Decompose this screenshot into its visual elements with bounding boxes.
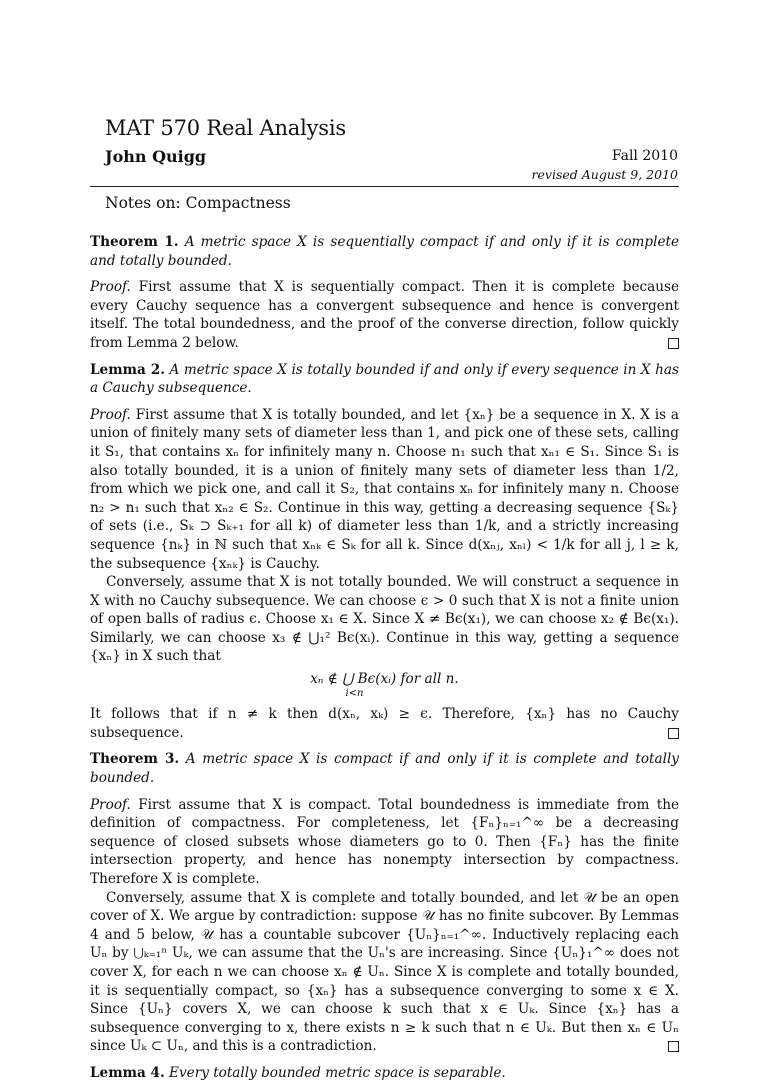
lemma-2-statement: A metric space X is totally bounded if and only if every sequence in X has a Cauchy subsequence. — [90, 361, 679, 397]
proof-text: First assume that X is sequentially compact. Then it is complete because every Cauchy sequence has a convergent subsequence and hence is convergent itself. The total boundedness, and the proof of the converse direction, follow quickly from Lemma 2 below. — [90, 279, 679, 351]
proof-label: Proof. — [90, 796, 131, 813]
proof-paragraph-1: First assume that X is totally bounded, and let {xₙ} be a sequence in X. X is a union of finitely many sets of diameter less than 1, and pick one of these sets, calling it S₁, that contains xₙ for infinitely many n. Choose n₁ such that xₙ₁ ∈ S₁. Since S₁ is also totally bounded, it is a union of finitely many sets of diameter less than 1/2, from which we pick one, and call it S₂, that contains xₙ for infinitely many n. Choose n₂ > n₁ such that xₙ₂ ∈ S₂. Continue in this way, getting a decreasing sequence {Sₖ} of sets (i.e., Sₖ ⊃ Sₖ₊₁ for all k) of diameter less than 1/k, and a strictly increasing sequence {nₖ} in ℕ such that xₙₖ ∈ Sₖ for all k. Since d(xₙⱼ, xₙₗ) < 1/k for all j, l ≥ k, the subsequence {xₙₖ} is Cauchy. — [90, 406, 679, 572]
lemma-4-statement: Every totally bounded metric space is separable. — [169, 1064, 506, 1081]
qed-symbol — [668, 1041, 679, 1052]
theorem-3-proof — [90, 796, 679, 1056]
lemma-4 — [90, 1064, 679, 1083]
theorem-1-label: Theorem 1. — [90, 234, 179, 250]
lemma-2-label: Lemma 2. — [90, 361, 165, 378]
proof-paragraph-1: First assume that X is compact. Total boundedness is immediate from the definition of compactness. For completeness, let {Fₙ}ₙ₌₁^∞ be a decreasing sequence of closed subsets whose diameters go to 0. Then {Fₙ} has the finite intersection property, and hence has nonempty intersection by compactness. Therefore X is complete. — [90, 796, 679, 887]
qed-symbol — [668, 338, 679, 349]
display-formula: xₙ ∉ ⋃ Bϵ(xᵢ) for all n. — [310, 671, 459, 688]
display-subscript: i<n — [345, 687, 364, 699]
qed-symbol — [668, 728, 679, 739]
theorem-1-statement: A metric space X is sequentially compact if and only if it is complete and totally bounded. — [90, 234, 679, 269]
proof-paragraph-2: Conversely, assume that X is complete and totally bounded, and let 𝒰 be an open cover of X. We argue by contradiction: suppose 𝒰 has no finite subcover. By Lemmas 4 and 5 below, 𝒰 has a countable subcover {Uₙ}ₙ₌₁^∞. Inductively replacing each Uₙ by ⋃ₖ₌₁ⁿ Uₖ, we can assume that the Uₙ's are increasing. Since {Uₙ}₁^∞ does not cover X, for each n we can choose xₙ ∉ Uₙ. Since X is complete and totally bounded, it is sequentially compact, so {xₙ} has a subsequence converging to some x ∈ X. Since {Uₙ} covers X, we can choose k such that x ∈ Uₖ. Since {xₙ} has a subsequence converging to x, there exists n ≥ k such that n ∈ Uₖ. But then xₙ ∈ Uₙ since Uₖ ⊂ Uₙ, and this is a contradiction. — [90, 889, 679, 1055]
display-equation — [90, 670, 679, 703]
proof-label: Proof. — [90, 406, 131, 423]
lemma-4-label: Lemma 4. — [90, 1064, 165, 1081]
lemma-2-proof — [90, 406, 679, 743]
theorem-1 — [90, 233, 679, 270]
proof-paragraph-2: Conversely, assume that X is not totally bounded. We will construct a sequence in X with no Cauchy subsequence. We can choose ϵ > 0 such that X is not a finite union of open balls of radius ϵ. Choose x₁ ∈ X. Since X ≠ Bϵ(x₁), we can choose x₂ ∉ Bϵ(x₁). Similarly, we can choose x₃ ∉ ⋃₁² Bϵ(xᵢ). Continue in this way, getting a sequence {xₙ} in X such that — [90, 574, 679, 665]
proof-label: Proof. — [90, 279, 131, 296]
notes-title: Notes on: Compactness — [105, 194, 291, 212]
header-divider — [90, 186, 679, 187]
term-label: Fall 2010 — [611, 148, 678, 164]
course-title: MAT 570 Real Analysis — [105, 116, 346, 140]
author-name: John Quigg — [105, 147, 207, 166]
theorem-1-proof — [90, 278, 679, 352]
document-body — [90, 233, 679, 1091]
theorem-3 — [90, 750, 679, 787]
proof-paragraph-3: It follows that if n ≠ k then d(xₙ, xₖ) ≥ ϵ. Therefore, {xₙ} has no Cauchy subsequence. — [90, 706, 679, 741]
revised-date: revised August 9, 2010 — [531, 167, 678, 182]
theorem-3-label: Theorem 3. — [90, 751, 180, 768]
lemma-2 — [90, 361, 679, 398]
theorem-3-statement: A metric space X is compact if and only if it is complete and totally bounded. — [90, 751, 679, 787]
